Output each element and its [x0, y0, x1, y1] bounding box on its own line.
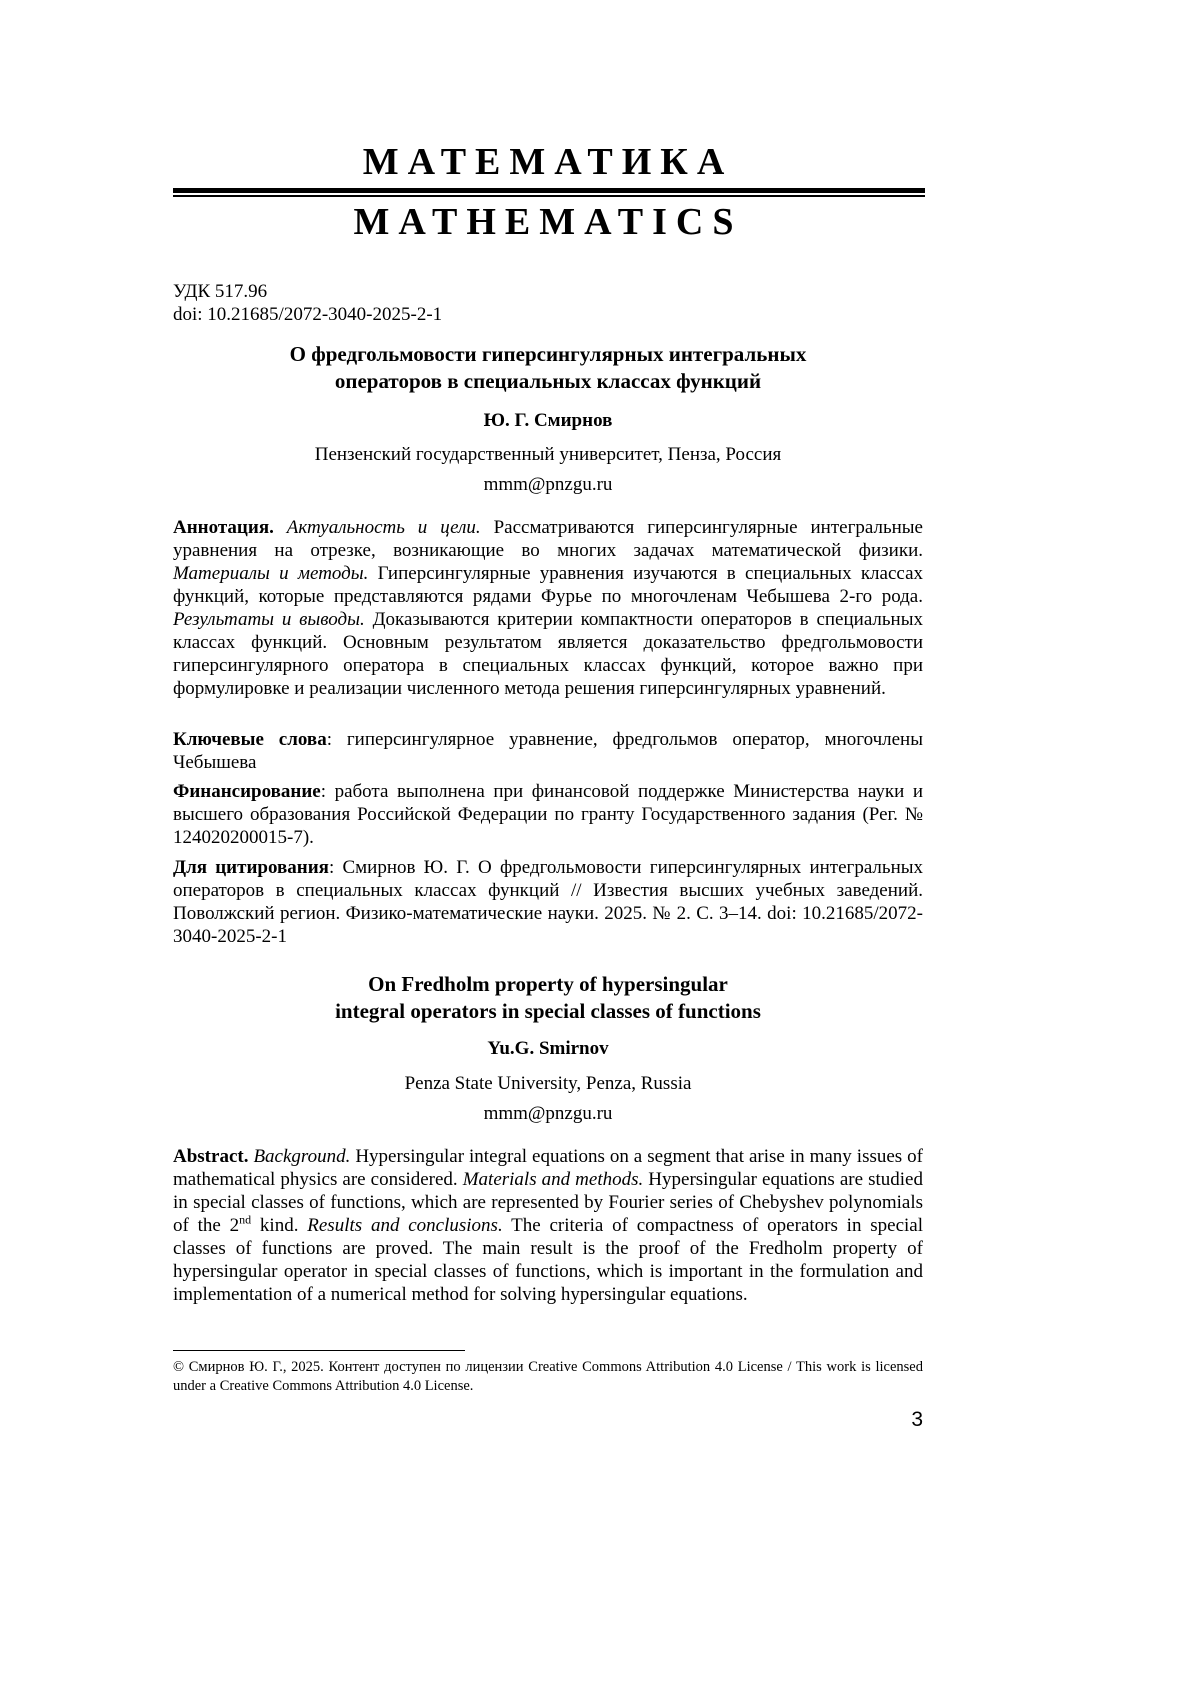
keywords-label: Ключевые слова — [173, 729, 327, 750]
udc-code: УДК 517.96 — [173, 281, 268, 302]
abstract-ru-background-label: Актуальность и цели. — [286, 517, 481, 538]
abstract-en-results-text: The criteria of compactness of operators in special classes of functions are proved. The main result is the proof of the Fredholm property of hypersingular operator in special classes of functions, which is important in the formulation and implementation of a numerical method for solving hypersingular equations. — [173, 1215, 923, 1305]
affiliation-en: Penza State University, Penza, Russia — [404, 1073, 692, 1094]
section-title-en: MATHEMATICS — [353, 201, 743, 243]
affiliation-ru: Пензенский государственный университет, Пенза, Россия — [314, 444, 782, 465]
citation-text: : Смирнов Ю. Г. О фредгольмовости гиперсингулярных интегральных операторов в специальных классах функций // Известия высших учебных заведений. Поволжский регион. Физико-математические науки. 2025. № 2. С. 3–14. doi: 10.21685/2072-3040-2025-2-1 — [173, 857, 924, 947]
abstract-ru-results-text: Доказываются критерии компактности операторов в специальных классах функций. Основным результатом является доказательство фредгольмовости гиперсингулярного оператора в специальных классах функций, которое важно при формулировке и реализации численного метода решения гиперсингулярных уравнений. — [173, 609, 923, 699]
funding-label: Финансирование — [173, 781, 321, 802]
header-rule-thin — [173, 195, 925, 197]
abstract-ru — [173, 516, 923, 700]
keywords-text: : гиперсингулярное уравнение, фредгольмов оператор, многочлены Чебышева — [173, 729, 923, 773]
title-ru-line2: операторов в специальных классах функций — [334, 369, 762, 393]
keywords-ru — [173, 728, 923, 774]
abstract-en-results-label: Results and conclusions. — [307, 1215, 503, 1236]
title-en-line1: On Fredholm property of hypersingular — [368, 972, 728, 996]
abstract-en-label: Abstract. — [173, 1146, 249, 1167]
author-ru: Ю. Г. Смирнов — [483, 410, 613, 431]
abstract-ru-background-text: Рассматриваются гиперсингулярные интегральные уравнения на отрезке, возникающие во многих задачах математической физики. — [173, 517, 923, 561]
funding-ru — [173, 780, 923, 849]
page-number: 3 — [911, 1408, 923, 1431]
citation-ru — [173, 856, 923, 948]
author-en: Yu.G. Smirnov — [487, 1038, 609, 1059]
article-meta — [173, 280, 923, 326]
article-title-en — [173, 971, 923, 1025]
title-en-line2: integral operators in special classes of functions — [335, 999, 761, 1023]
doi: doi: 10.21685/2072-3040-2025-2-1 — [173, 304, 443, 325]
abstract-en-methods-text-a: Hypersingular equations are studied in special classes of functions, which are represented by Fourier series of Chebyshev polynomials of the 2 — [173, 1169, 923, 1236]
footnote-divider — [173, 1350, 465, 1351]
abstract-ru-methods-label: Материалы и методы. — [173, 563, 369, 584]
citation-label: Для цитирования — [173, 857, 329, 878]
header-rule-thick — [173, 188, 925, 193]
abstract-en-ordinal-sup: nd — [239, 1212, 252, 1227]
abstract-ru-results-label: Результаты и выводы. — [173, 609, 365, 630]
abstract-ru-methods-text: Гиперсингулярные уравнения изучаются в специальных классах функций, которые представляются рядами Фурье по многочленам Чебышева 2-го рода. — [173, 563, 924, 607]
abstract-en-methods-text-b: kind. — [251, 1215, 308, 1236]
abstract-en-background-label: Background. — [253, 1146, 351, 1167]
abstract-en-methods-label: Materials and methods. — [462, 1169, 644, 1190]
title-ru-line1: О фредгольмовости гиперсингулярных интегральных — [289, 342, 807, 366]
abstract-en-background-text: Hypersingular integral equations on a segment that arise in many issues of mathematical physics are considered. — [173, 1146, 923, 1190]
email-en: mmm@pnzgu.ru — [483, 1103, 613, 1124]
article-title-ru — [173, 341, 923, 395]
abstract-en — [173, 1145, 923, 1306]
section-title-ru: МАТЕМАТИКА — [362, 141, 734, 183]
license-footnote: © Смирнов Ю. Г., 2025. Контент доступен по лицензии Creative Commons Attribution 4.0 License / This work is licensed under a Creative Commons Attribution 4.0 License. — [173, 1359, 923, 1394]
email-ru: mmm@pnzgu.ru — [483, 474, 613, 495]
abstract-ru-label: Аннотация. — [173, 517, 274, 538]
funding-text: : работа выполнена при финансовой поддержке Министерства науки и высшего образования Российской Федерации по гранту Государственного задания (Рег. № 124020200015-7). — [173, 781, 923, 848]
